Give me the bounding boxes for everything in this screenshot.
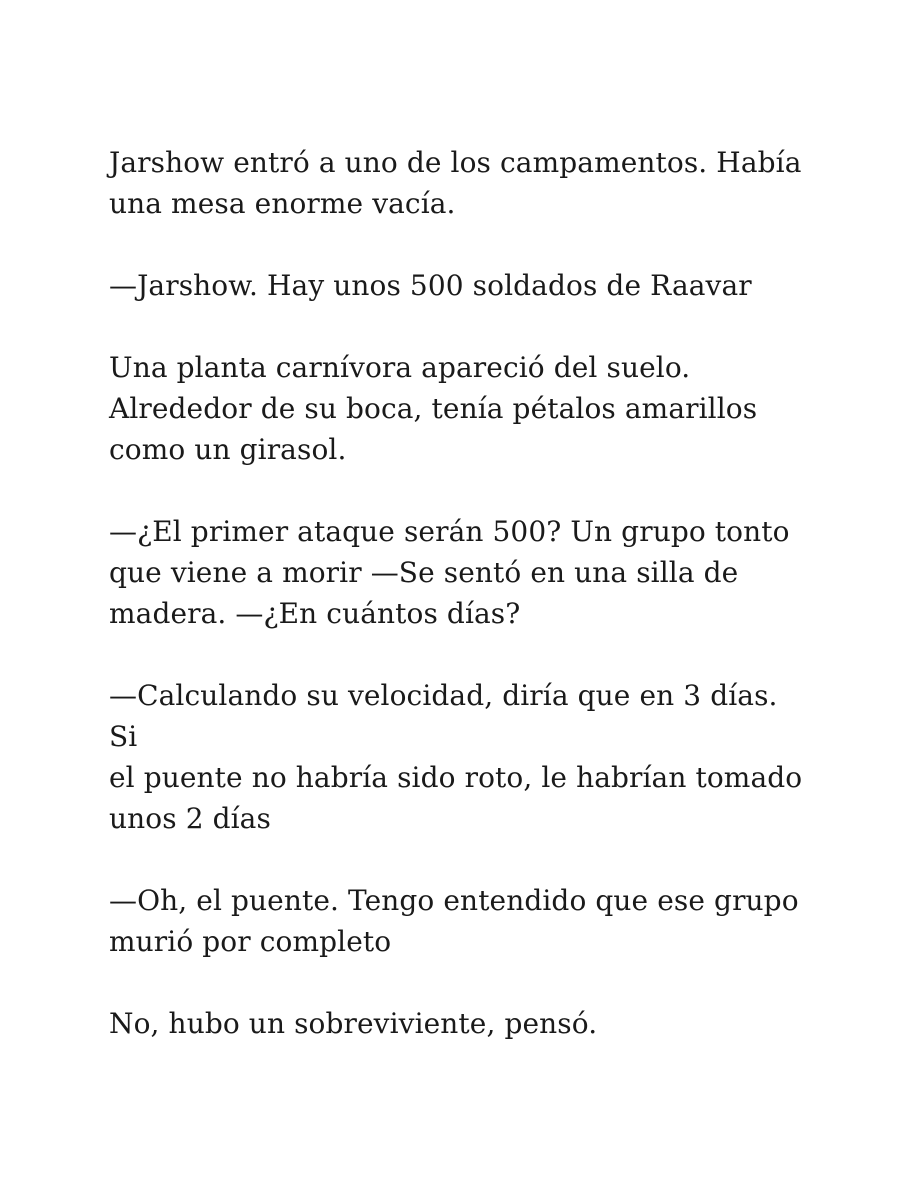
paragraph-2: —Jarshow. Hay unos 500 soldados de Raavar — [109, 269, 752, 302]
paragraph-7: No, hubo un sobreviviente, pensó. — [109, 1007, 598, 1040]
paragraph-5: —Calculando su velocidad, diría que en 3 días. Si el puente no habría sido roto, le habrían tomado unos 2 días — [109, 679, 803, 835]
paragraph-1: Jarshow entró a uno de los campamentos. Había una mesa enorme vacía. — [109, 146, 802, 220]
paragraph-6: —Oh, el puente. Tengo entendido que ese grupo murió por completo — [109, 884, 799, 958]
paragraph-4: —¿El primer ataque serán 500? Un grupo tonto que viene a morir —Se sentó en una silla de madera. —¿En cuántos días? — [109, 515, 790, 630]
paragraph-3: Una planta carnívora apareció del suelo. Alrededor de su boca, tenía pétalos amarillos como un girasol. — [109, 351, 758, 466]
story-text — [109, 142, 809, 1085]
